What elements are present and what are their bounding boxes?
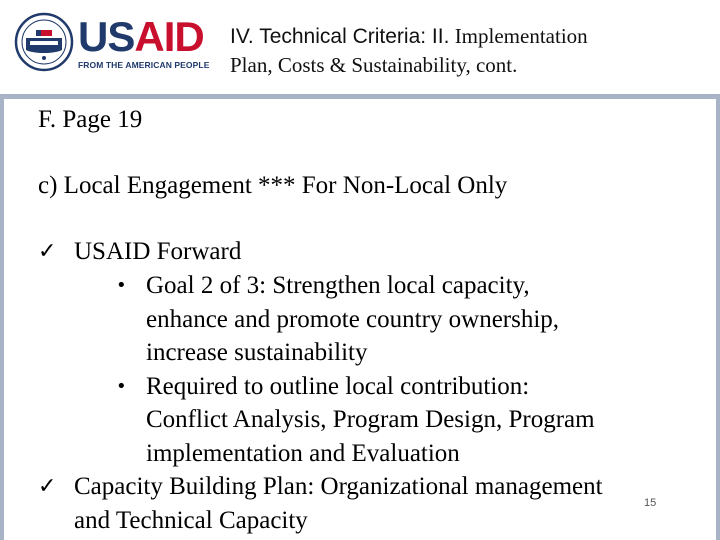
left-border: [0, 99, 4, 540]
title-part-sans: IV. Technical Criteria: II.: [230, 25, 450, 48]
wordmark-us: US: [78, 13, 135, 60]
slide-title: [230, 22, 700, 80]
title-line-2: Plan, Costs & Sustainability, cont.: [230, 53, 518, 77]
bullet-2-line-3: implementation and Evaluation: [146, 439, 460, 467]
check-icon: ✓: [38, 474, 57, 499]
section-heading: F. Page 19: [38, 106, 143, 133]
page-number: 15: [644, 497, 657, 509]
bullet-marker: •: [116, 375, 127, 397]
title-part-serif: Implementation: [449, 24, 588, 48]
usaid-seal-icon: [14, 12, 74, 72]
bullet-marker: •: [116, 275, 127, 296]
bullet-1-line-2: enhance and promote country ownership,: [146, 305, 560, 333]
bullet-2-line-2: Conflict Analysis, Program Design, Program: [146, 406, 595, 433]
list-item-capacity-line-1: Capacity Building Plan: Organizational management: [74, 473, 603, 500]
usaid-logo: [12, 12, 212, 76]
check-icon: ✓: [38, 239, 57, 264]
logo-tagline: FROM THE AMERICAN PEOPLE: [78, 60, 210, 70]
bullet-1-line-3: increase sustainability: [146, 339, 368, 366]
right-border: [716, 99, 720, 540]
bullet-1-line-1: Goal 2 of 3: Strengthen local capacity,: [146, 272, 530, 299]
usaid-wordmark: [78, 13, 204, 60]
list-item-usaid-forward: USAID Forward: [74, 238, 242, 265]
subheading: c) Local Engagement *** For Non-Local Only: [38, 172, 508, 199]
list-item-capacity-line-2: and Technical Capacity: [74, 506, 308, 534]
bullet-2-line-1: Required to outline local contribution:: [146, 372, 530, 400]
header-divider: [0, 94, 720, 99]
wordmark-aid: AID: [134, 13, 204, 60]
